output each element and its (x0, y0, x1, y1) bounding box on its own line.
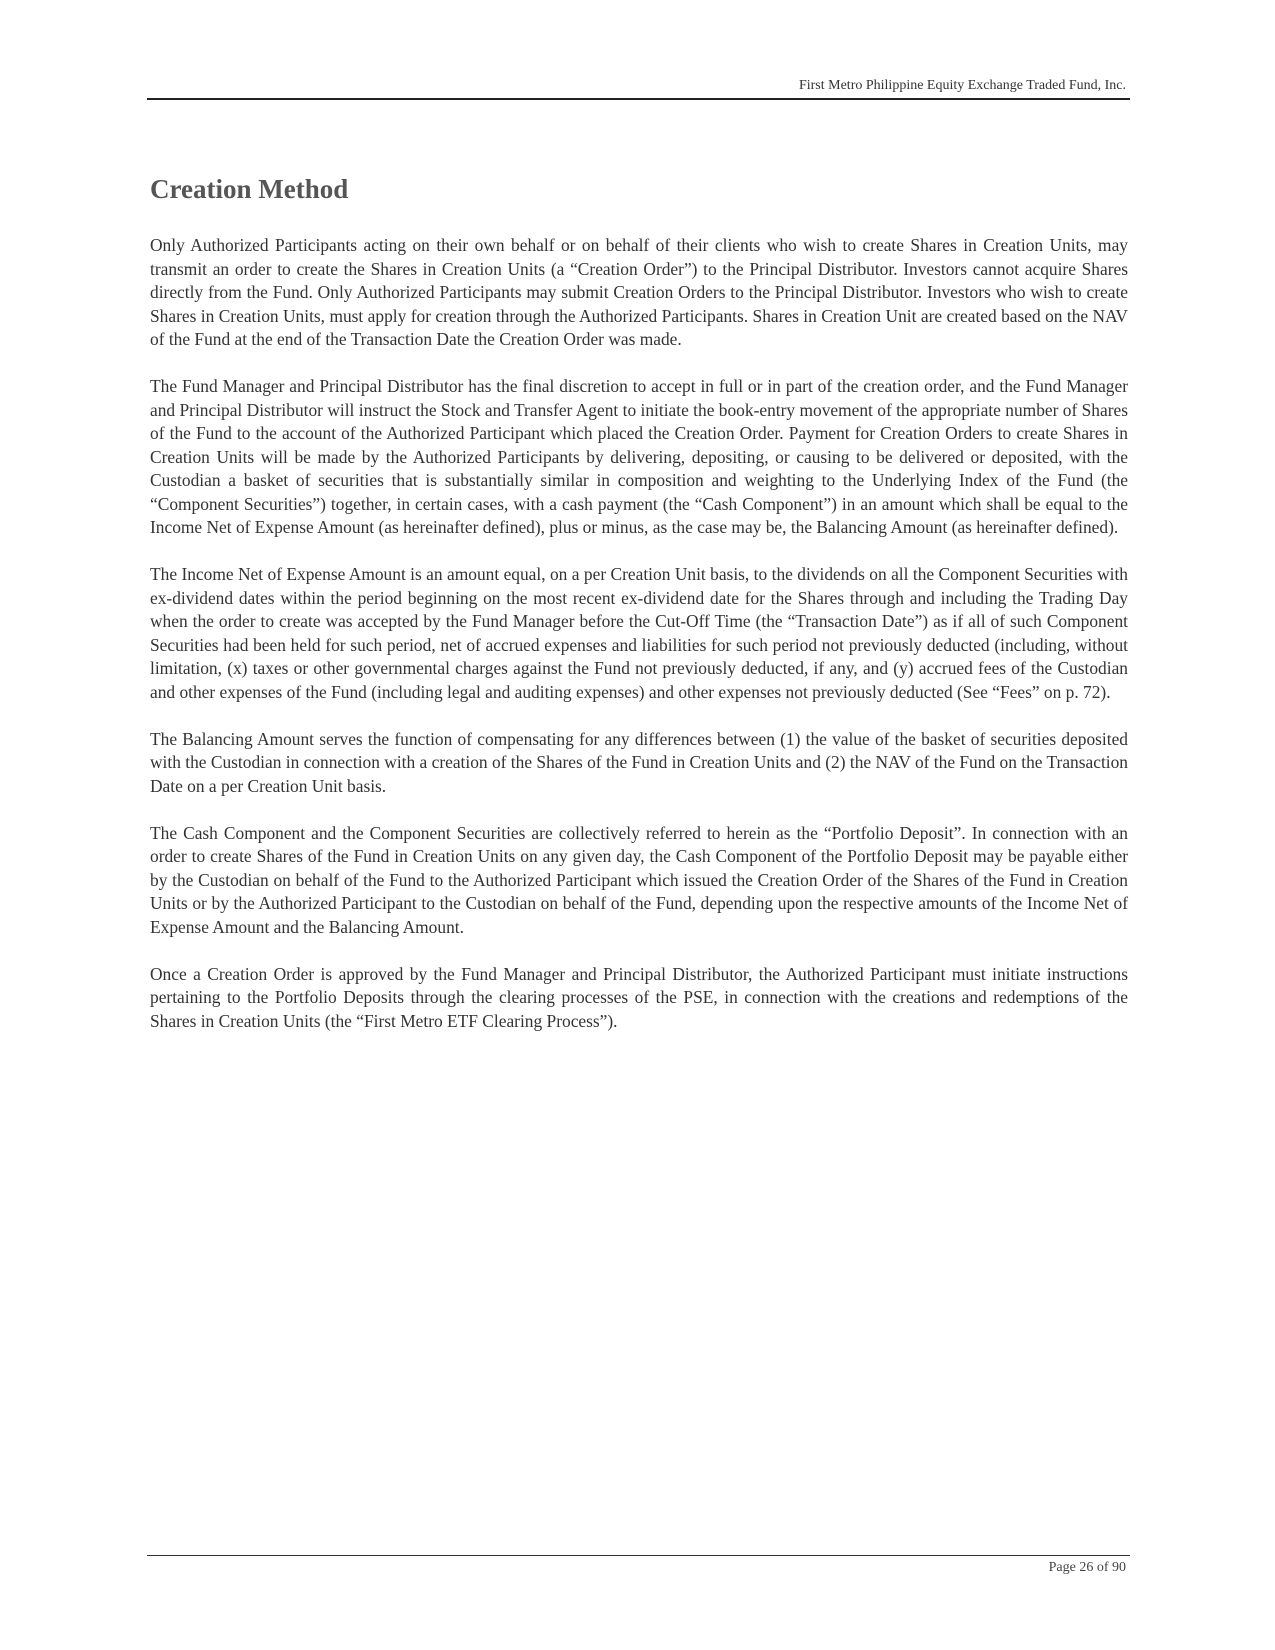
paragraph-creation-orders: Only Authorized Participants acting on their own behalf or on behalf of their clients who wish to create Shares in Creation Units, may transmit an order to create the Shares in Creation Units (a “Creation Order”) to the Principal Distributor. Investors cannot acquire Shares directly from the Fund. Only Authorized Participants may submit Creation Orders to the Principal Distributor. Investors who wish to create Shares in Creation Units, must apply for creation through the Authorized Participants. Shares in Creation Unit are created based on the NAV of the Fund at the end of the Transaction Date the Creation Order was made. (150, 235, 1128, 349)
page-footer (147, 1555, 1130, 1575)
body-text (150, 234, 1128, 1057)
paragraph-portfolio-deposit: The Cash Component and the Component Securities are collectively referred to herein as the “Portfolio Deposit”. In connection with an order to create Shares of the Fund in Creation Units on any given day, the Cash Component of the Portfolio Deposit may be payable either by the Custodian on behalf of the Fund to the Authorized Participant which issued the Creation Order of the Shares of the Fund in Creation Units or by the Authorized Participant to the Custodian on behalf of the Fund, depending upon the respective amounts of the Income Net of Expense Amount and the Balancing Amount. (150, 822, 1128, 937)
page-number: Page 26 of 90 (1048, 1560, 1126, 1575)
section-title: Creation Method (150, 174, 349, 204)
paragraph-clearing-process: Once a Creation Order is approved by the Fund Manager and Principal Distributor, the Authorized Participant must initiate instructions pertaining to the Portfolio Deposits through the clearing processes of the PSE, in connection with the creations and redemptions of the Shares in Creation Units (the “First Metro ETF Clearing Process”). (150, 963, 1128, 1031)
paragraph-final-discretion: The Fund Manager and Principal Distributor has the final discretion to accept in full or in part of the creation order, and the Fund Manager and Principal Distributor will instruct the Stock and Transfer Agent to initiate the book-entry movement of the appropriate number of Shares of the Fund to the account of the Authorized Participant which placed the Creation Order. Payment for Creation Orders to create Shares in Creation Units will be made by the Authorized Participants by delivering, depositing, or causing to be delivered or deposited, with the Custodian a basket of securities that is substantially similar in composition and weighting to the Underlying Index of the Fund (the “Component Securities”) together, in certain cases, with a cash payment (the “Cash Component”) in an amount which shall be equal to the Income Net of Expense Amount (as hereinafter defined), plus or minus, as the case may be, the Balancing Amount (as hereinafter defined). (150, 376, 1128, 537)
paragraph-income-net-of-expense: The Income Net of Expense Amount is an amount equal, on a per Creation Unit basis, to the dividends on all the Component Securities with ex-dividend dates within the period beginning on the most recent ex-dividend date for the Shares through and including the Trading Day when the order to create was accepted by the Fund Manager before the Cut-Off Time (the “Transaction Date”) as if all of such Component Securities had been held for such period, net of accrued expenses and liabilities for such period not previously deducted (including, without limitation, (x) taxes or other governmental charges against the Fund not previously deducted, if any, and (y) accrued fees of the Custodian and other expenses of the Fund (including legal and auditing expenses) and other expenses not previously deducted (See “Fees” on p. 72). (150, 564, 1128, 702)
header-title: First Metro Philippine Equity Exchange Traded Fund, Inc. (798, 78, 1126, 93)
paragraph-balancing-amount: The Balancing Amount serves the function of compensating for any differences between (1) the value of the basket of securities deposited with the Custodian in connection with a creation of the Shares of the Fund in Creation Units and (2) the NAV of the Fund on the Transaction Date on a per Creation Unit basis. (150, 728, 1128, 796)
page-header (147, 74, 1130, 100)
